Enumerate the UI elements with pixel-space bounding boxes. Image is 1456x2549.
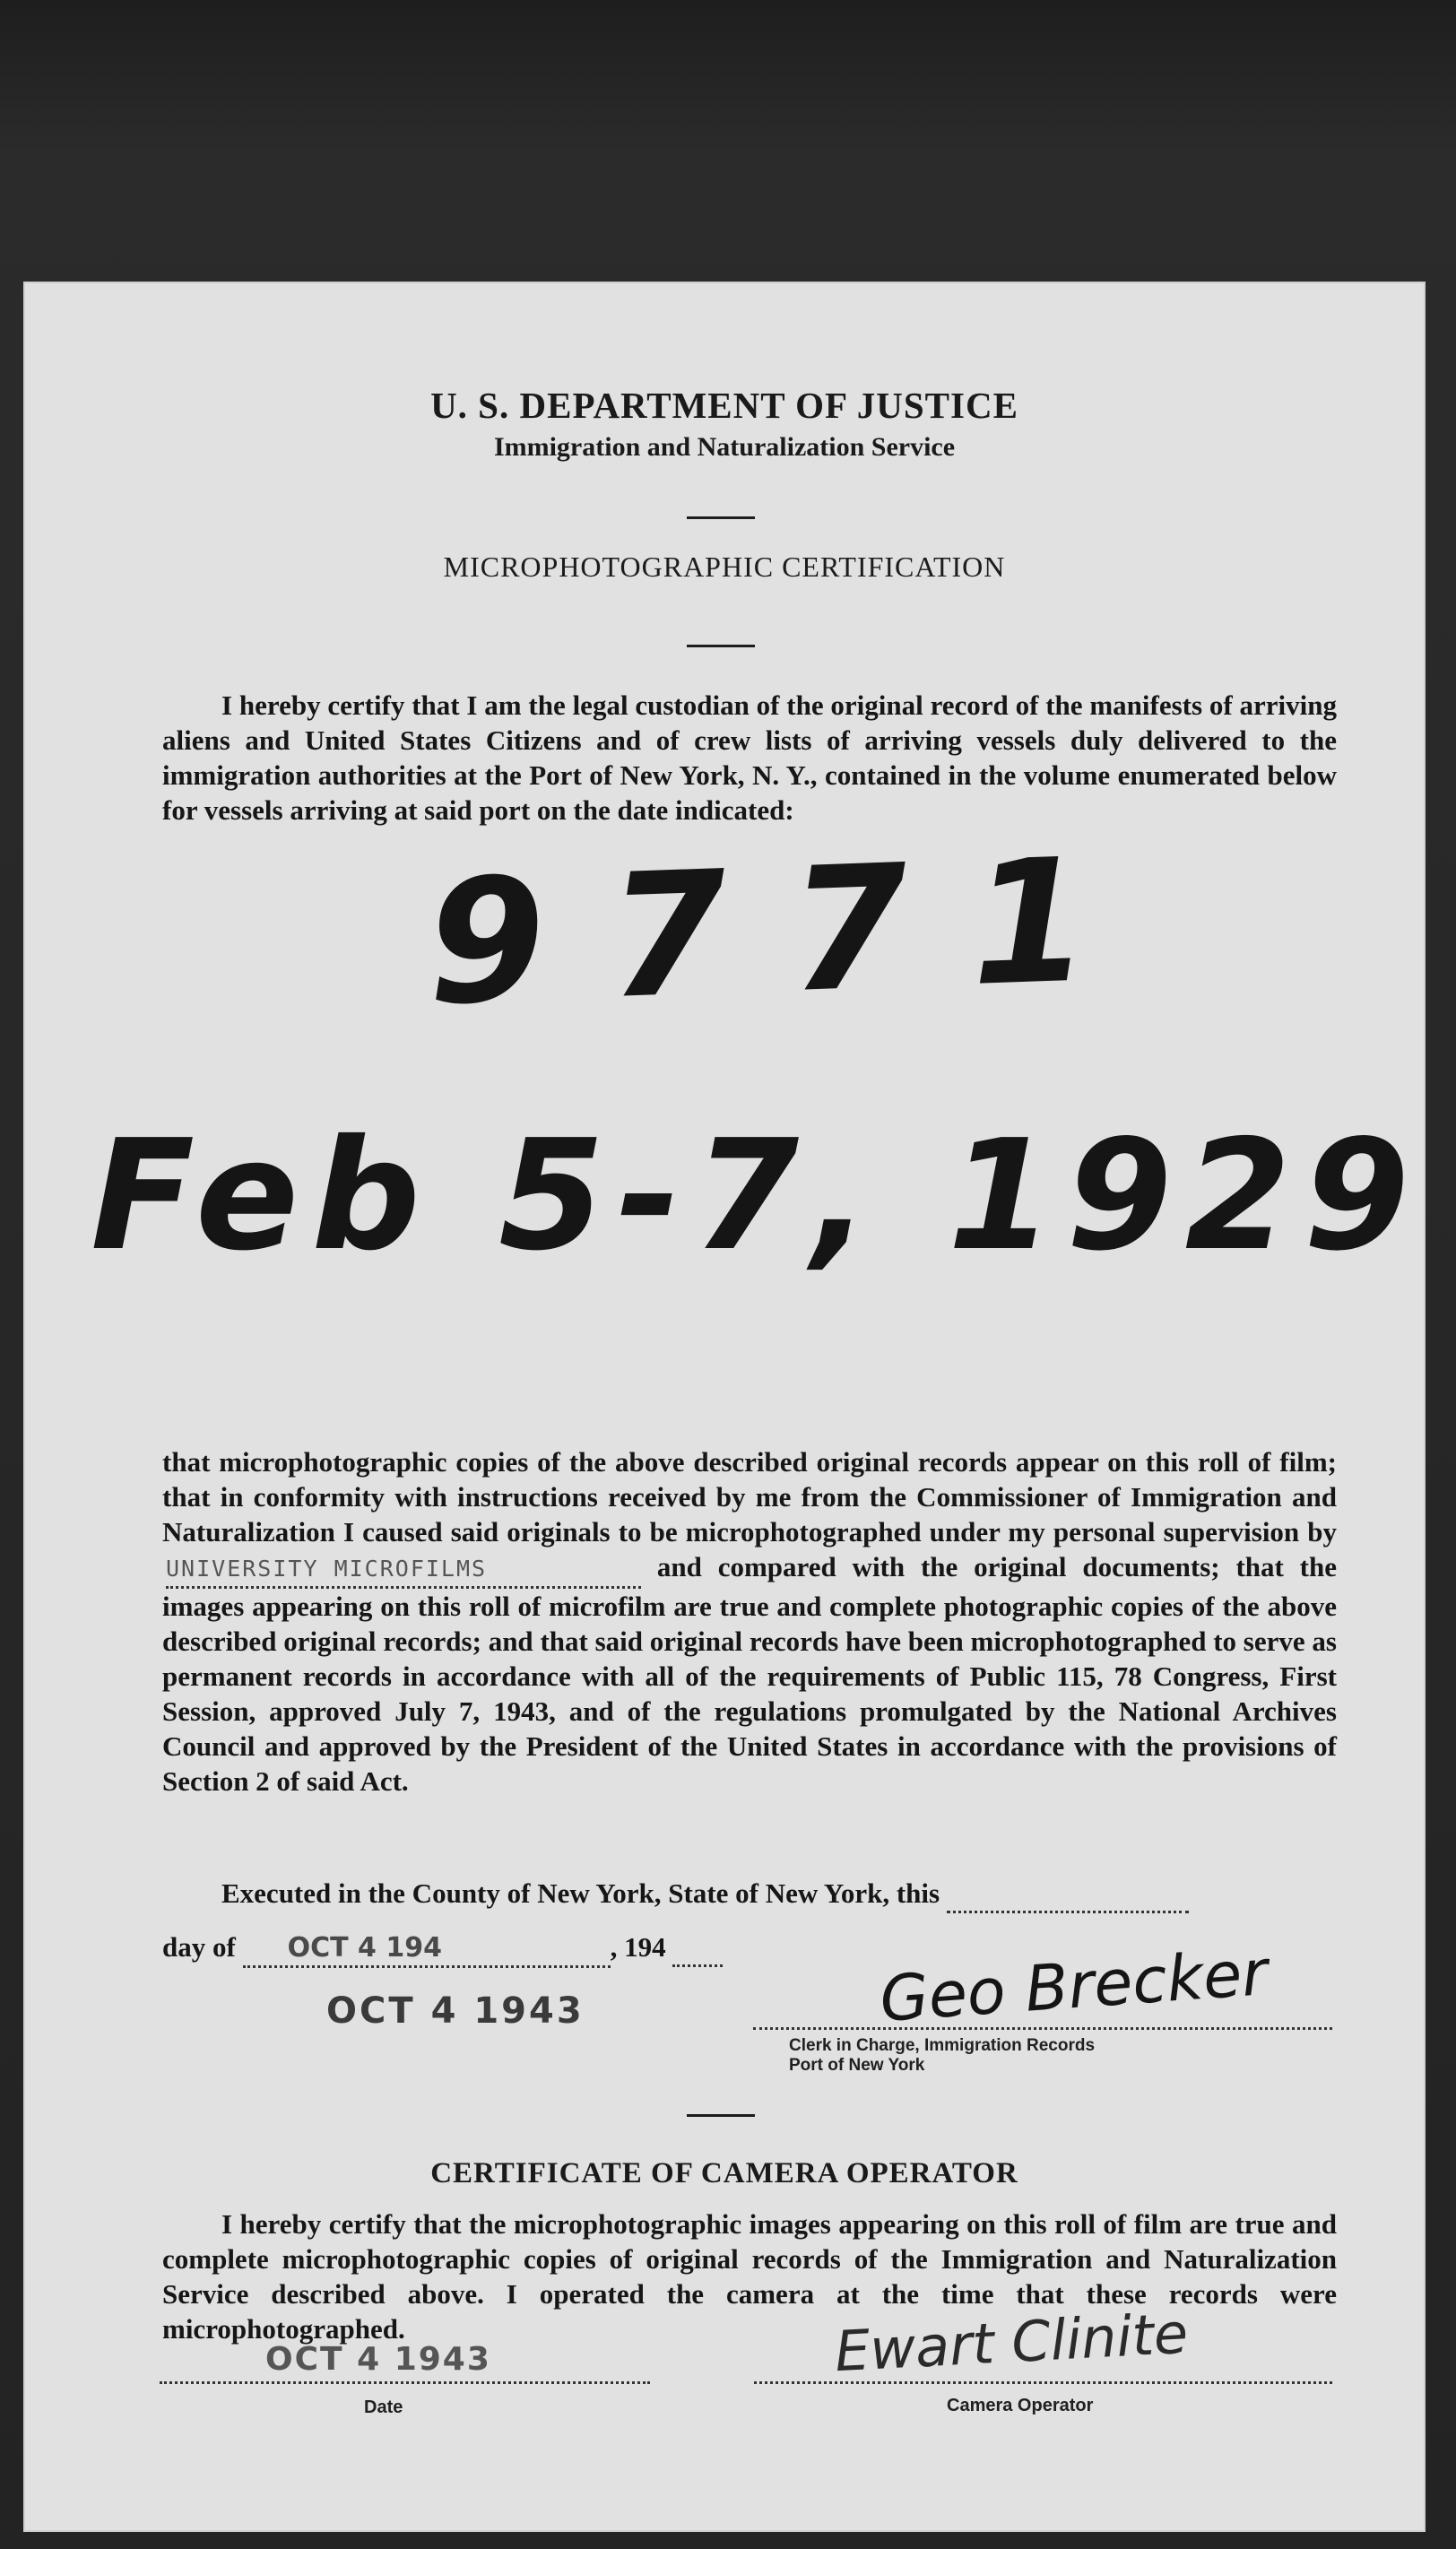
certification-body [162, 1444, 1337, 1799]
year-label: 194 [624, 1931, 666, 1963]
microfilmer-field [166, 1549, 641, 1589]
operator-divider [687, 2114, 755, 2117]
day-of-line: day of OCT 4 194 , 194 [162, 1929, 790, 1968]
day-of-field [243, 1929, 611, 1968]
operator-date-stamp: OCT 4 1943 [265, 2341, 491, 2378]
custodian-paragraph [162, 688, 1337, 828]
operator-certificate-title: CERTIFICATE OF CAMERA OPERATOR [430, 2157, 1018, 2189]
handwritten-volume-number: 9771 [423, 819, 1156, 1044]
microfilmer-stamp: UNIVERSITY MICROFILMS [166, 1556, 488, 1582]
executed-day-field [947, 1876, 1189, 1913]
year-field [672, 1929, 723, 1967]
title-divider [687, 645, 755, 647]
day-stamp: OCT 4 194 [287, 1932, 442, 1964]
clerk-title: Clerk in Charge, Immigration Records [789, 2036, 1096, 2055]
certificate-page [23, 282, 1426, 2532]
date-stamp: OCT 4 1943 [326, 1990, 585, 2032]
operator-date-label: Date [364, 2397, 403, 2417]
clerk-signature: Geo Brecker [877, 1935, 1270, 2037]
executed-line [162, 1876, 1337, 1913]
agency-subheading: Immigration and Naturalization Service [493, 432, 956, 462]
executed-text: Executed in the County of New York, State of New York, this [221, 1877, 940, 1909]
day-of-label: day of [162, 1931, 236, 1963]
certification-title: MICROPHOTOGRAPHIC CERTIFICATION [443, 551, 1006, 583]
operator-text: I hereby certify that the microphotographic images appearing on this roll of film are true and complete microphotographic copies of original records of the Immigration and Naturalization Service described above. I operated the camera at the time that these records were microphotographed. [162, 2208, 1337, 2345]
body-text-before-stamp: that microphotographic copies of the above described original records appear on this roll of film; that in conformity with instructions received by me from the Commissioner of Immigration and Naturalization I caused said originals to be microphotographed under my personal supervision by [162, 1446, 1337, 1548]
clerk-place: Port of New York [789, 2056, 925, 2075]
handwritten-date-range: Feb 5-7, 1929 [91, 1107, 1423, 1285]
operator-signature: Ewart Clinite [833, 2300, 1190, 2385]
department-heading: U. S. DEPARTMENT OF JUSTICE [430, 385, 1018, 426]
header-divider [687, 516, 755, 519]
camera-operator-label: Camera Operator [947, 2396, 1094, 2415]
custodian-text: I hereby certify that I am the legal custodian of the original record of the manifests of arriving aliens and United States Citizens and of crew lists of arriving vessels duly delivered to the immigration authorities at the Port of New York, N. Y., contained in the volume enumerated below for vessels arriving at said port on the date indicated: [162, 689, 1337, 826]
body-text-after-stamp: and compared with the original documents; that the images appearing on this roll of microfilm are true and complete photographic copies of the above described original records; and that said original records have been microphotographed to serve as permanent records in accordance with all of the requirements of Public 115, 78 Congress, First Session, approved July 7, 1943, and of the regulations promulgated by the National Archives Council and approved by the President of the United States in accordance with the provisions of Section 2 of said Act. [162, 1551, 1338, 1797]
